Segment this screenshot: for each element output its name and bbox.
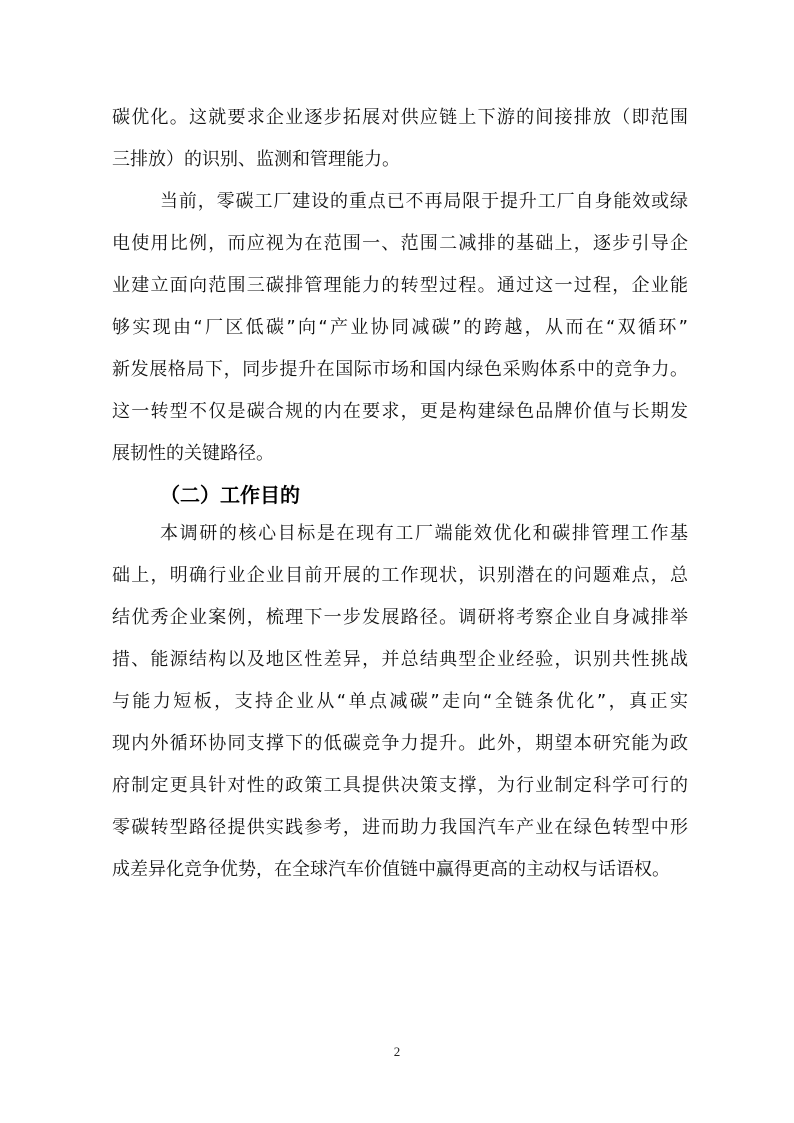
paragraph-line: 与能力短板，支持企业从“单点减碳”走向“全链条优化”，真正实	[112, 691, 688, 712]
paragraph-line: 础上，明确行业企业目前开展的工作现状，识别潜在的问题难点，总	[112, 565, 688, 586]
paragraph-line: 措、能源结构以及地区性差异，并总结典型企业经验，识别共性挑战	[112, 649, 688, 670]
paragraph-line: 零碳转型路径提供实践参考，进而助力我国汽车产业在绿色转型中形	[112, 817, 688, 838]
page-number: 2	[393, 1044, 401, 1059]
paragraph-line: 三排放）的识别、监测和管理能力。	[112, 149, 400, 170]
paragraph-line: 这一转型不仅是碳合规的内在要求，更是构建绿色品牌价值与长期发	[112, 401, 688, 422]
paragraph-line: 当前，零碳工厂建设的重点已不再局限于提升工厂自身能效或绿	[160, 191, 688, 212]
paragraph-line: 成差异化竞争优势，在全球汽车价值链中赢得更高的主动权与话语权。	[112, 859, 670, 880]
paragraph-line: 新发展格局下，同步提升在国际市场和国内绿色采购体系中的竞争力。	[112, 359, 688, 380]
section-heading: （二）工作目的	[160, 483, 300, 507]
paragraph-line: 碳优化。这就要求企业逐步拓展对供应链上下游的间接排放（即范围	[112, 107, 688, 128]
paragraph-line: 展韧性的关键路径。	[112, 443, 274, 464]
paragraph-line: 够实现由“厂区低碳”向“产业协同减碳”的跨越，从而在“双循环”	[112, 317, 688, 338]
paragraph-line: 业建立面向范围三碳排管理能力的转型过程。通过这一过程，企业能	[112, 275, 688, 296]
paragraph-line: 本调研的核心目标是在现有工厂端能效优化和碳排管理工作基	[160, 523, 688, 544]
paragraph-line: 府制定更具针对性的政策工具提供决策支撑，为行业制定科学可行的	[112, 775, 688, 796]
paragraph-line: 电使用比例，而应视为在范围一、范围二减排的基础上，逐步引导企	[112, 233, 688, 254]
paragraph-line: 现内外循环协同支撑下的低碳竞争力提升。此外，期望本研究能为政	[112, 733, 688, 754]
paragraph-line: 结优秀企业案例，梳理下一步发展路径。调研将考察企业自身减排举	[112, 607, 688, 628]
